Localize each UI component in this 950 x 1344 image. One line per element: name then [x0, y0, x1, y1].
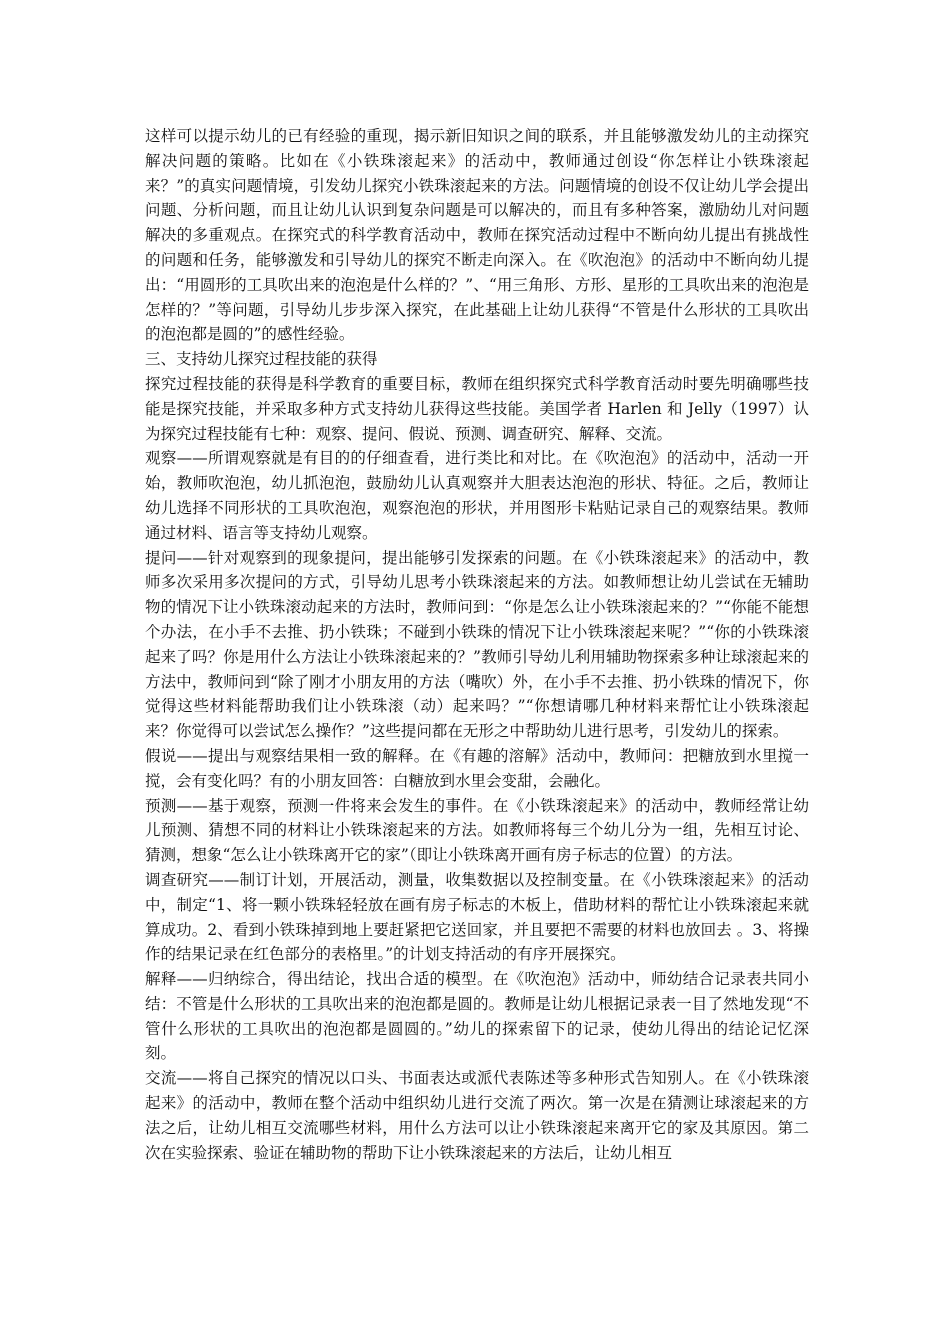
paragraph-questioning: 提问——针对观察到的现象提问，提出能够引发探索的问题。在《小铁珠滚起来》的活动中，教师多次采用多次提问的方式，引导幼儿思考小铁珠滚起来的方法。如教师想让幼儿尝试在无辅助物的情况下让小铁珠滚动起来的方法时，教师问到：“你是怎么让小铁珠滚起来的？”“你能不能想个办法，在小手不去推、扔小铁珠；不碰到小铁珠的情况下让小铁珠滚起来呢？”“你的小铁珠滚起来了吗？你是用什么方法让小铁珠滚起来的？”教师引导幼儿利用辅助物探索多种让球滚起来的方法中，教师问到“除了刚才小朋友用的方法（嘴吹）外，在小手不去推、扔小铁珠的情况下，你觉得这些材料能帮助我们让小铁珠滚（动）起来吗？”“你想请哪几种材料来帮忙让小铁珠滚起来？你觉得可以尝试怎么操作？”这些提问都在无形之中帮助幼儿进行思考，引发幼儿的探索。: [145, 548, 809, 741]
paragraph-communication: 交流——将自己探究的情况以口头、书面表达或派代表陈述等多种形式告知别人。在《小铁珠滚起来》的活动中，教师在整个活动中组织幼儿进行交流了两次。第一次是在猜测让球滚起来的方法之后，让幼儿相互交流哪些材料，用什么方法可以让小铁珠滚起来离开它的家及其原因。第二次在实验探索、验证在辅助物的帮助下让小铁珠滚起来的方法后，让幼儿相互: [145, 1069, 809, 1162]
paragraph-intro: 这样可以提示幼儿的已有经验的重现，揭示新旧知识之间的联系，并且能够激发幼儿的主动探究解决问题的策略。比如在《小铁珠滚起来》的活动中，教师通过创设“你怎样让小铁珠滚起来？”的真实问题情境，引发幼儿探究小铁珠滚起来的方法。问题情境的创设不仅让幼儿学会提出问题、分析问题，而且让幼儿认识到复杂问题是可以解决的，而且有多种答案，激励幼儿对问题解决的多重观点。在探究式的科学教育活动中，教师在探究活动过程中不断向幼儿提出有挑战性的问题和任务，能够激发和引导幼儿的探究不断走向深入。在《吹泡泡》的活动中不断向幼儿提出：“用圆形的工具吹出来的泡泡是什么样的？”、“用三角形、方形、星形的工具吹出来的泡泡是怎样的？”等问题，引导幼儿步步深入探究，在此基础上让幼儿获得“不管是什么形状的工具吹出的泡泡都是圆的”的感性经验。: [145, 127, 809, 344]
paragraph-prediction: 预测——基于观察，预测一件将来会发生的事件。在《小铁珠滚起来》的活动中，教师经常让幼儿预测、猜想不同的材料让小铁珠滚起来的方法。如教师将每三个幼儿分为一组，先相互讨论、猜测，想象“怎么让小铁珠离开它的家”（即让小铁珠离开画有房子标志的位置）的方法。: [145, 796, 809, 865]
document-page: [145, 124, 809, 1165]
paragraph-hypothesis: 假说——提出与观察结果相一致的解释。在《有趣的溶解》活动中，教师问：把糖放到水里搅一搅，会有变化吗？有的小朋友回答：白糖放到水里会变甜，会融化。: [145, 746, 809, 790]
paragraph-investigation: 调查研究——制订计划，开展活动，测量，收集数据以及控制变量。在《小铁珠滚起来》的活动中，制定“1、将一颗小铁珠轻轻放在画有房子标志的木板上，借助材料的帮忙让小铁珠滚起来就算成功。2、看到小铁珠掉到地上要赶紧把它送回家，并且要把不需要的材料也放回去 。3、将操作的结果记录在红色部分的表格里。”的计划支持活动的有序开展探究。: [145, 870, 809, 964]
paragraph-explanation: 解释——归纳综合，得出结论，找出合适的模型。在《吹泡泡》活动中，师幼结合记录表共同小结：不管是什么形状的工具吹出来的泡泡都是圆的。教师是让幼儿根据记录表一目了然地发现“不管什么形状的工具吹出的泡泡都是圆圆的。”幼儿的探索留下的记录，使幼儿得出的结论记忆深刻。: [145, 970, 809, 1063]
paragraph-observation: 观察——所谓观察就是有目的的仔细查看，进行类比和对比。在《吹泡泡》的活动中，活动一开始，教师吹泡泡，幼儿抓泡泡，鼓励幼儿认真观察并大胆表达泡泡的形状、特征。之后，教师让幼儿选择不同形状的工具吹泡泡，观察泡泡的形状，并用图形卡粘贴记录自己的观察结果。教师通过材料、语言等支持幼儿观察。: [145, 449, 809, 542]
paragraph-skills: 探究过程技能的获得是科学教育的重要目标，教师在组织探究式科学教育活动时要先明确哪些技能是探究技能，并采取多种方式支持幼儿获得这些技能。美国学者 Harlen 和 Jelly（1997）认为探究过程技能有七种：观察、提问、假说、预测、调查研究、解释、交流。: [145, 374, 809, 443]
section-heading: 三、支持幼儿探究过程技能的获得: [145, 350, 378, 369]
